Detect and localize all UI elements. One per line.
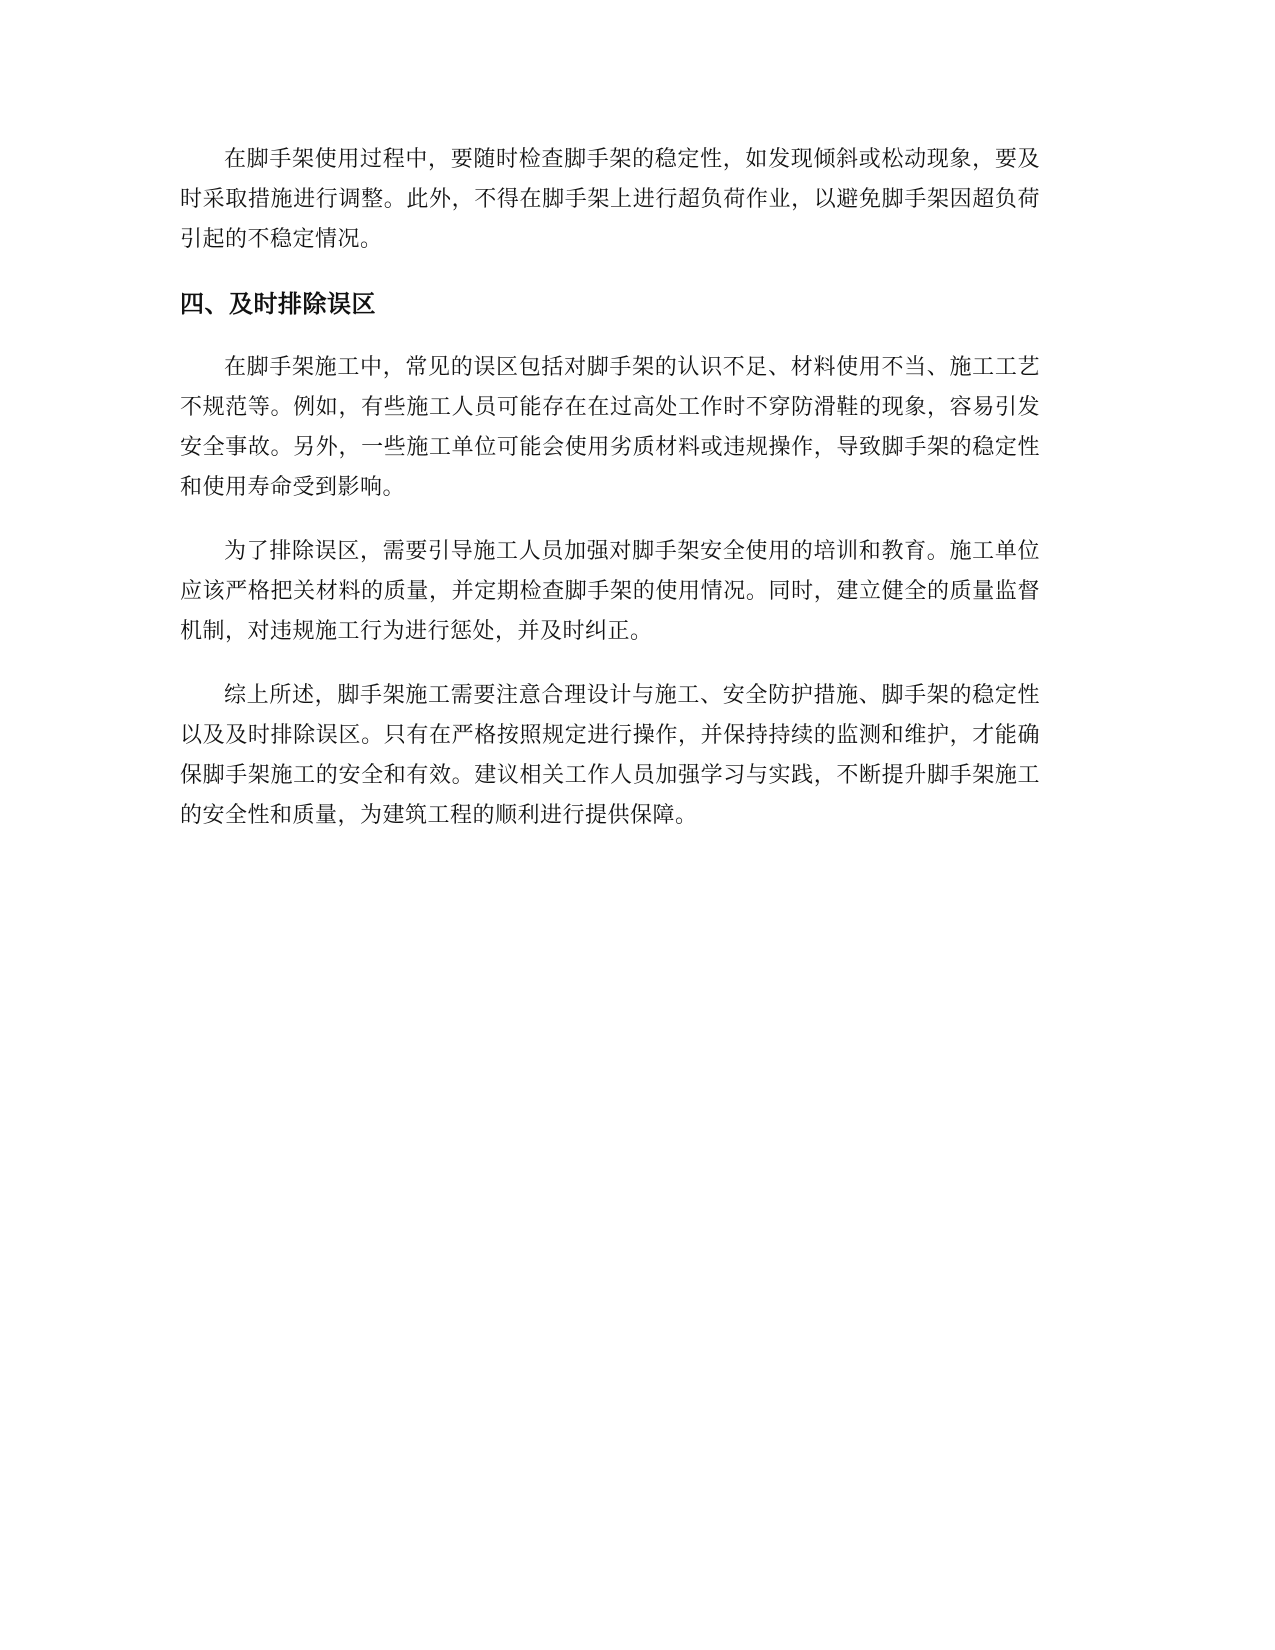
paragraph-common-mistakes: 在脚手架施工中，常见的误区包括对脚手架的认识不足、材料使用不当、施工工艺不规范等。例如，有些施工人员可能存在在过高处工作时不穿防滑鞋的现象，容易引发安全事故。另外，一些施工单位可能会使用劣质材料或违规操作，导致脚手架的稳定性和使用寿命受到影响。 [180, 355, 1040, 500]
paragraph-summary: 综上所述，脚手架施工需要注意合理设计与施工、安全防护措施、脚手架的稳定性以及及时排除误区。只有在严格按照规定进行操作，并保持持续的监测和维护，才能确保脚手架施工的安全和有效。建议相关工作人员加强学习与实践，不断提升脚手架施工的安全性和质量，为建筑工程的顺利进行提供保障。 [180, 683, 1040, 828]
paragraph-stability-check: 在脚手架使用过程中，要随时检查脚手架的稳定性，如发现倾斜或松动现象，要及时采取措施进行调整。此外，不得在脚手架上进行超负荷作业，以避免脚手架因超负荷引起的不稳定情况。 [180, 147, 1040, 252]
document-page [180, 140, 1040, 860]
section-heading: 四、及时排除误区 [180, 290, 376, 318]
paragraph-training: 为了排除误区，需要引导施工人员加强对脚手架安全使用的培训和教育。施工单位应该严格把关材料的质量，并定期检查脚手架的使用情况。同时，建立健全的质量监督机制，对违规施工行为进行惩处，并及时纠正。 [180, 539, 1040, 644]
